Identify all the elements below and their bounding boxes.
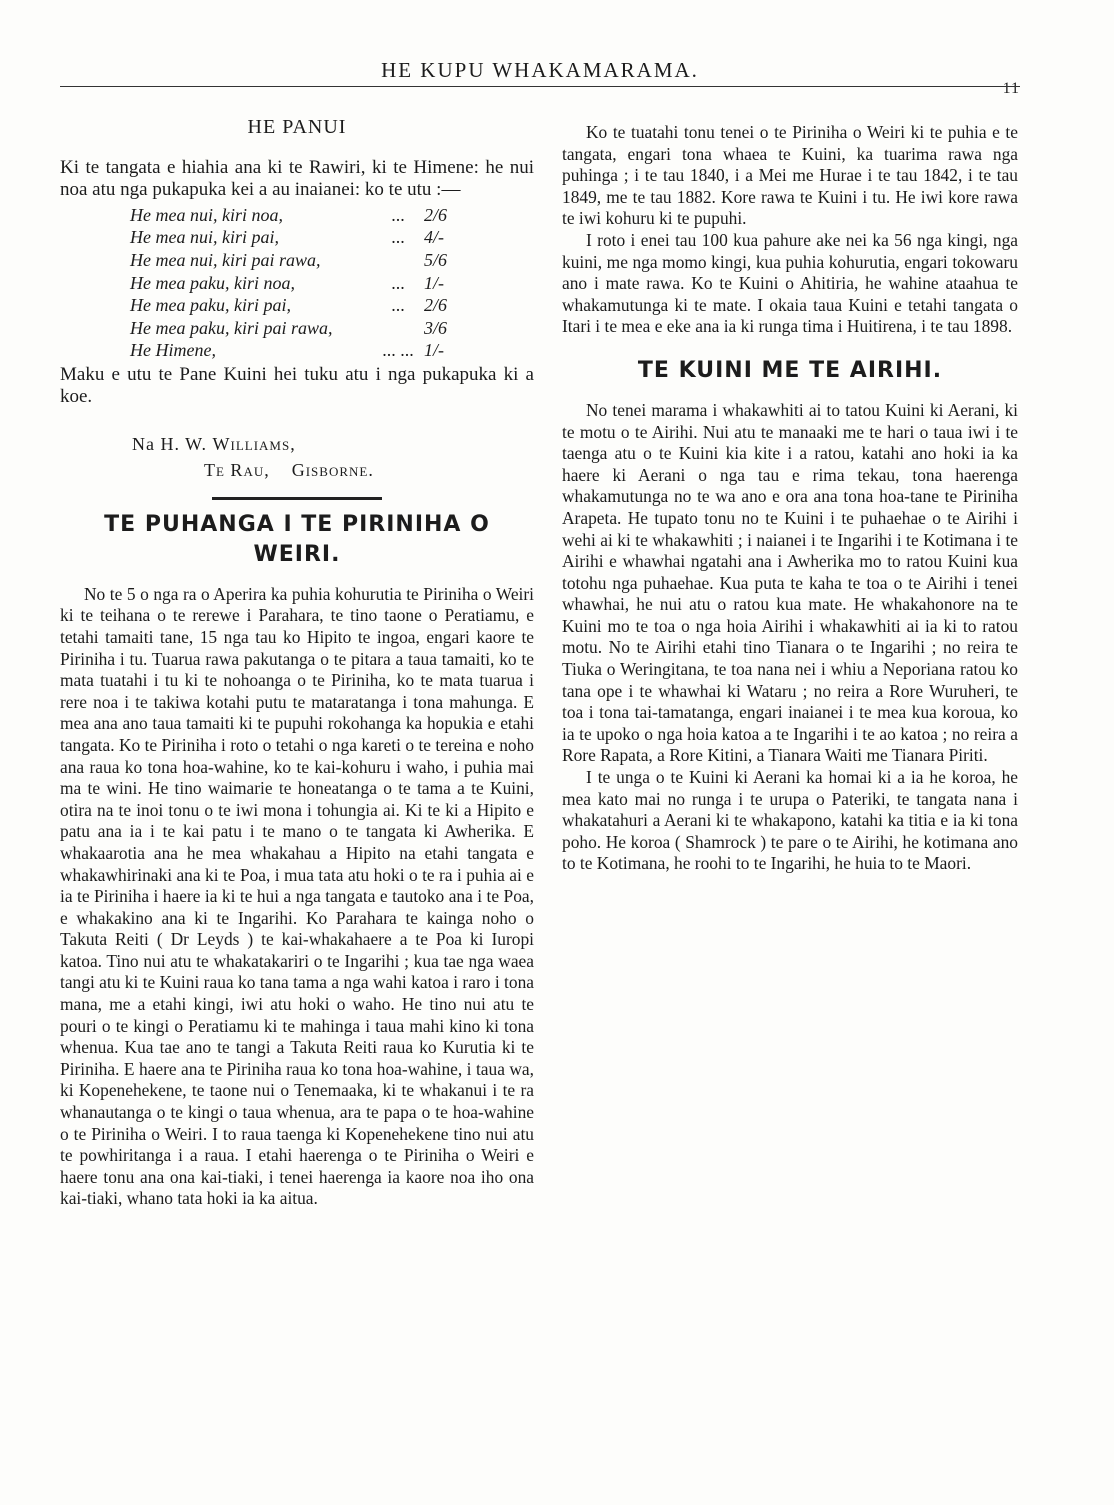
price-row (130, 204, 470, 227)
signature-place-1: Te Rau, (204, 459, 270, 480)
price-item-name: He mea nui, kiri noa, (130, 204, 283, 225)
price-item-dots (372, 249, 424, 272)
signature-name (132, 431, 534, 457)
left-column (60, 112, 534, 1210)
price-list (130, 204, 470, 362)
header-rule (60, 86, 1020, 87)
price-item-value: 1/- (424, 340, 444, 361)
article-paragraph: I te unga o te Kuini ki Aerani ka homai ki a ia he koroa, he mea kato mai no runga i te urupa o Pateriki, te tangata nana i whakatahuri a Aerani ki te whakapono, katahi ka titia e ia ki tona poho. He koroa ( Shamrock ) te pare o te Airihi, he kotimana ano to te Kotimana, he roohi to te Ingarihi, he huia to te Maori. (562, 767, 1018, 874)
article-paragraph: Ko te tuatahi tonu tenei o te Piriniha o Weiri ki te puhia e te tangata, engari tona whaea te Kuini, ka tuarima rawa nga puhinga ; i te tau 1840, i a Mei me Hurae i te tau 1842, i te tau 1849, me te tau 1882. Kore rawa te Kuini i tu. He iwi kore rawa te iwi kohuru ki te pupuhi. (562, 122, 1018, 229)
price-item-name: He mea nui, kiri pai, (130, 227, 279, 248)
price-item-name: He mea nui, kiri pai rawa, (130, 250, 321, 270)
price-row (130, 294, 470, 317)
price-item-dots (372, 317, 424, 340)
price-item-name: He mea paku, kiri pai rawa, (130, 317, 333, 338)
page-number: 11 (1002, 80, 1020, 97)
price-row (130, 317, 470, 340)
running-title: HE KUPU WHAKAMARAMA. (381, 58, 699, 82)
article-paragraph: No te 5 o nga ra o Aperira ka puhia kohurutia te Piriniha o Weiri ki te teihana o te rerewe i Parahara, te tino taone o Peratiamu, e tetahi tamaiti tane, 15 nga tau ko Hipito te ingoa, engari kaore te Piriniha i tu. Tuarua rawa pakutanga o te pitara a taua tamaiti, ko te mata tuatahi i tu ki te nohoanga o te Piriniha, ko te mata tuarua i rere noa i te takiwa kotahi putu te mataratanga i tona mahunga. E mea ana ano taua tamaiti ki te pupuhi rokohanga ka hopukia e etahi tangata. Ko te Piriniha i roto o tetahi o nga kareti o te tereina e noho ana raua ko tona hoa-wahine, ko te kai-kohuru i waho, i puhia mai ma te wini. He tino waimarie te honeatanga o te tama a te Kuini, otira na te inoi tonu o te iwi mona i tohungia ai. Ki te ki a Hipito e patu ana ia i te kai patu i te mano o te tangata ki Awherika. E whakaarotia ana he mea whakahau a Hipito na etahi tangata e whakawhirinaki ana ki te Poa, i mua tata atu hoki o te ra i puhia ai e ia te Piriniha i haere ia ki te hui a nga tangata e tautoko ana i te Poa, e whakakino ana ki te Ingarihi. Ko Parahara te kainga noho o Takuta Reiti ( Dr Leyds ) te kai-whakahaere a te Poa ki Iuropi katoa. Tino nui atu te whakatakariri o te Ingarihi ; kua tae nga waea tangi atu ki te Kuini raua ko tana tama a nga wahi katoa i raro i tona mana, me a etahi kingi, iwi atu hoki o waho. He tino nui atu te pouri o te kingi o Peratiamu ki te mahinga i taua mahi kino ki tona whenua. Kua tae ano te tangi a Takuta Reiti raua ko Kurutia ki te Piriniha. E haere ana te Piriniha raua ko tona hoa-wahine, i taua wa, ki Kopenehekene, te taone nui o Tenemaaka, ki te whakanui i te ra whanautanga o te kingi o taua whenua, ara te papa o te hoa-wahine o te Piriniha o Weiri. I to raua taenga ki Kopenehekene tino nui atu te powhiritanga i a raua. I etahi haerenga o te Piriniha o Weiri e haere tonu ana ona kai-tiaki, i tenei haerenga ia kaore noa iho ona kai-tiaki, whano tata hoki ia ka aitua. (60, 583, 534, 1209)
price-item-value: 1/- (424, 272, 444, 293)
signature-surname: Williams, (212, 433, 296, 454)
price-item-name: He mea paku, kiri pai, (130, 295, 291, 316)
notice-heading: HE PANUI (247, 116, 347, 138)
signature-place-2: Gisborne. (291, 459, 374, 480)
price-item-dots: ... ... (382, 340, 414, 361)
price-item-dots: ... (391, 295, 405, 316)
price-item-name: He mea paku, kiri noa, (130, 272, 295, 293)
price-row (130, 339, 470, 362)
article-prince-of-wales (60, 510, 534, 1210)
price-row (130, 249, 470, 272)
article-paragraph: I roto i enei tau 100 kua pahure ake nei ka 56 nga kingi, nga kuini, me nga momo kingi, kua puhia kohurutia, engari tokowaru ano i mate rawa. Ko te Kuini o Ahitiria, he wahine ataahua te whakamutunga ki te mate. I okaia taua Kuini e tetahi tangata o Itari i te mea e eke ana ia ki runga tima i Huitirena, i te tau 1898. (562, 229, 1018, 337)
price-item-value: 4/- (424, 227, 444, 248)
signature-place (204, 457, 534, 483)
article-title: TE KUINI ME TE AIRIHI. (637, 357, 943, 383)
right-column (562, 122, 1018, 875)
price-item-value: 2/6 (424, 295, 448, 316)
price-item-dots: ... (391, 227, 405, 248)
price-item-dots: ... (391, 204, 405, 225)
price-item-value: 3/6 (424, 317, 448, 338)
article-queen-and-irish (562, 356, 1018, 875)
price-item-value: 2/6 (424, 204, 448, 225)
notice-intro: Ki te tangata e hiahia ana ki te Rawiri, ki te Himene: he nui noa atu nga pukapuka kei a au inaianei: ko te utu :— (60, 157, 534, 201)
notice-section (60, 116, 534, 483)
article-title: TE PUHANGA I TE PIRINIHA O WEIRI. (104, 511, 490, 567)
price-item-value: 5/6 (424, 250, 448, 270)
price-item-name: He Himene, (130, 340, 216, 361)
article-paragraph: No tenei marama i whakawhiti ai to tatou Kuini ki Aerani, ki te motu o te Airihi. Nui atu te manaaki me te hari o taua iwi i te taenga atu o te Kuini kia kite i a ratou, katahi ano hoki ia ka haere ki Aerani o nga tau e rima tekau, tona haerenga whakamutunga no te wa ano e ora ana tona hoa-tane te Piriniha Arapeta. He tupato tonu no te Kuini i te puhaehae o te Airihi i wehi ai ki te whakawhiti ; i naianei i te Ingarihi i te Kotimana i te Airihi e whawhai ngatahi ana i Awherika mo to ratou Kuini kua totohu nga puhaehae. Kua puta te kaha te toa o te Airihi i tenei whawhai, he nui atu o ratou kua mate. He whakahonore na te Kuini mo te toa o nga hoia Airihi i whakawhiti ai ia ki to ratou motu. No te Airihi etahi tino Tianara o te Ingarihi ; no reira te Tiuka o Weringitana, te toa nana nei i whiu a Neporiana ratou ko tana ope i te whawhai ki Wataru ; no reira a Rore Wuruheri, te toa i tona tai-tamatanga, engari inaianei i te mea kua koroua, ko ia te upoko o nga hoia katoa a te Ingarihi i te ao katoa ; no reira a Rore Rapata, a Rore Kitini, a Tianara Waiti me Tianara Piriti. (562, 399, 1018, 766)
price-row (130, 226, 470, 249)
price-item-dots: ... (391, 272, 405, 293)
notice-closing: Maku e utu te Pane Kuini hei tuku atu i nga pukapuka ki a koe. (60, 363, 534, 408)
running-header (60, 58, 1020, 97)
section-divider (212, 497, 382, 500)
price-row (130, 272, 470, 295)
signature-prefix: Na H. W. (132, 433, 207, 454)
